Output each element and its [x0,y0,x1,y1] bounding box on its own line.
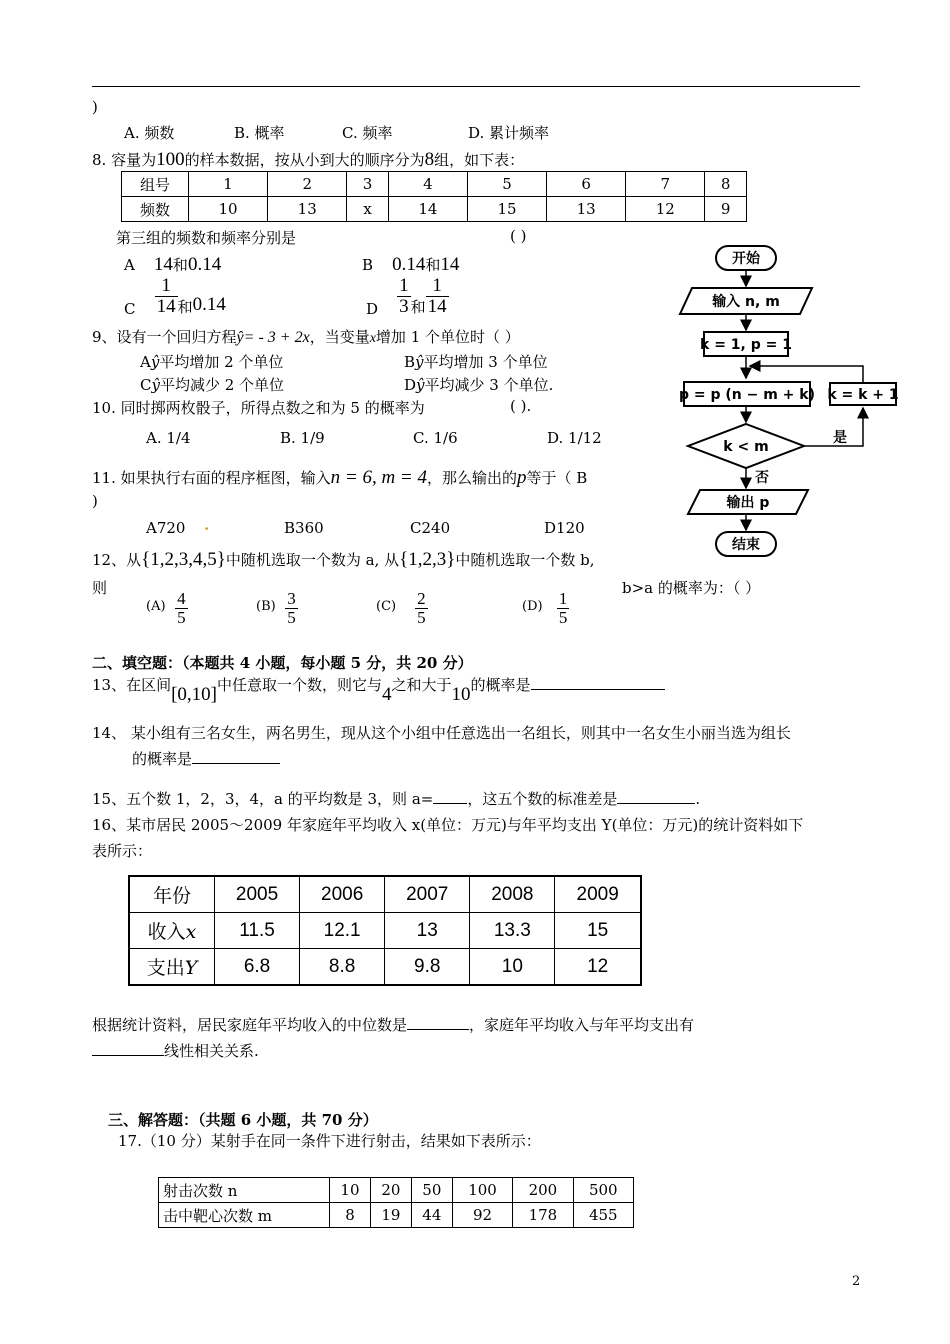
q11-option-c: C240 [410,519,451,537]
q8-question: 第三组的频数和频率分别是 [116,229,297,247]
section-2-heading: 二、填空题：（本题共 4 小题，每小题 5 分，共 20 分） [92,654,473,672]
q12-end: b>a 的概率为：（ ） [622,579,761,597]
q7-option-a: A. 频数 [124,124,175,142]
q11-option-d: D120 [544,519,585,537]
q10-option-c: C. 1/6 [413,429,458,447]
q7-tail: ) [92,98,98,116]
q10-stem: 10. 同时掷两枚骰子，所得点数之和为 5 的概率为 [92,399,425,417]
table-row: 支出Y 6.8 8.8 9.8 10 12 [129,949,641,986]
flow-input-label: 输入 n, m [712,294,780,310]
q16-income-table [128,875,642,986]
q9-option-a: Aŷ平均增加 2 个单位 [140,353,284,371]
q15-stem: 15、五个数 1，2，3，4，a 的平均数是 3，则 a= ，这五个数的标准差是 . [92,790,701,808]
q9-option-c: Cŷ平均减少 2 个单位 [140,376,285,394]
section-3-heading: 三、解答题：（共题 6 小题，共 70 分） [108,1111,378,1129]
q8-option-c: C $\frac{1}{14}$ 和0.14 [124,275,226,319]
q8-answer-paren: ( ) [510,227,527,245]
q14-line2: 的概率是 [132,748,280,769]
q11-option-b: B360 [284,519,324,537]
q9-option-b: Bŷ平均增加 3 个单位 [404,353,548,371]
q16-line1: 16、某市居民 2005～2009 年家庭年平均收入 x(单位：万元)与年平均支出 Y(单位：万元)的统计资料如下 [92,816,804,834]
flow-decision-label: k < m [723,439,769,455]
q12-option-d: (D) $\frac{1}{5}$ [522,589,568,627]
q8-option-a: A 14和0.14 [124,254,222,275]
q7-option-d: D. 累计频率 [468,124,550,142]
q8-option-b: B 0.14和14 [362,254,460,275]
q11-option-a: A720 [146,519,186,537]
program-flowchart [670,238,910,568]
q9-option-d: Dŷ平均减少 3 个单位. [404,376,554,394]
q17-stem: 17.（10 分）某射手在同一条件下进行射击，结果如下表所示： [118,1132,541,1150]
flow-no-label: 否 [755,470,769,486]
page-number: 2 [852,1274,861,1289]
flow-yes-label: 是 [833,430,847,446]
table-row: 频数 10 13 x 14 15 13 12 9 [122,197,747,222]
q8-option-d: D $\frac{1}{3}$ 和 $\frac{1}{14}$ [366,275,447,319]
q16-line2: 表所示： [92,842,153,860]
table-row: 年份 2005 2006 2007 2008 2009 [129,876,641,913]
flow-init-label: k = 1, p = 1 [700,337,792,353]
q16-answer-line2: 线性相关关系. [92,1040,259,1061]
q8-frequency-table [121,171,747,222]
flow-start-label: 开始 [732,251,760,267]
q10-answer-paren: ( ). [510,397,532,415]
q11-mark: . [204,516,210,534]
q12-option-b: (B) $\frac{3}{5}$ [256,589,296,627]
flow-increment-label: k = k + 1 [827,387,899,403]
table-row: 收入x 11.5 12.1 13 13.3 15 [129,913,641,949]
flow-output-label: 输出 p [726,495,770,511]
q12-stem: 12、从{1,2,3,4,5}中随机选取一个数为 a, 从{1,2,3}中随机选取一个数 b, [92,549,595,570]
q7-option-b: B. 概率 [234,124,285,142]
header-rule [92,86,860,87]
flow-end-label: 结束 [732,537,760,553]
q10-option-d: D. 1/12 [547,429,602,447]
table-row: 击中靶心次数 m 8 19 44 92 178 455 [159,1203,634,1228]
q12-option-a: (A) $\frac{4}{5}$ [146,589,186,627]
table-row: 射击次数 n 10 20 50 100 200 500 [159,1178,634,1203]
flow-update-label: p = p (n − m + k) [678,387,816,403]
q10-option-b: B. 1/9 [280,429,325,447]
q13-stem: 13、在区间[0,10]中任意取一个数，则它与4之和大于10的概率是 [92,674,665,696]
table-row: 组号 1 2 3 4 5 6 7 8 [122,172,747,197]
q16-answer-line1: 根据统计资料，居民家庭年平均收入的中位数是 ，家庭年平均收入与年平均支出有 [92,1016,695,1034]
q12-then: 则 [92,579,108,597]
q17-shooting-table [158,1177,634,1228]
q12-option-c: (C) $\frac{2}{5}$ [376,589,426,627]
q8-stem: 8. 容量为100的样本数据，按从小到大的顺序分为8组，如下表： [92,149,525,170]
q10-option-a: A. 1/4 [146,429,191,447]
q9-stem: 9、设有一个回归方程ŷ= - 3 + 2x，当变量x增加 1 个单位时（ ） [92,328,520,346]
q11-stem: 11. 如果执行右面的程序框图，输入n = 6, m = 4，那么输出的p等于（ B [92,467,588,488]
q11-tail: ) [92,492,98,510]
q14-line1: 14、 某小组有三名女生，两名男生，现从这个小组中任意选出一名组长，则其中一名女生小丽当选为组长 [92,724,791,742]
q7-option-c: C. 频率 [342,124,393,142]
